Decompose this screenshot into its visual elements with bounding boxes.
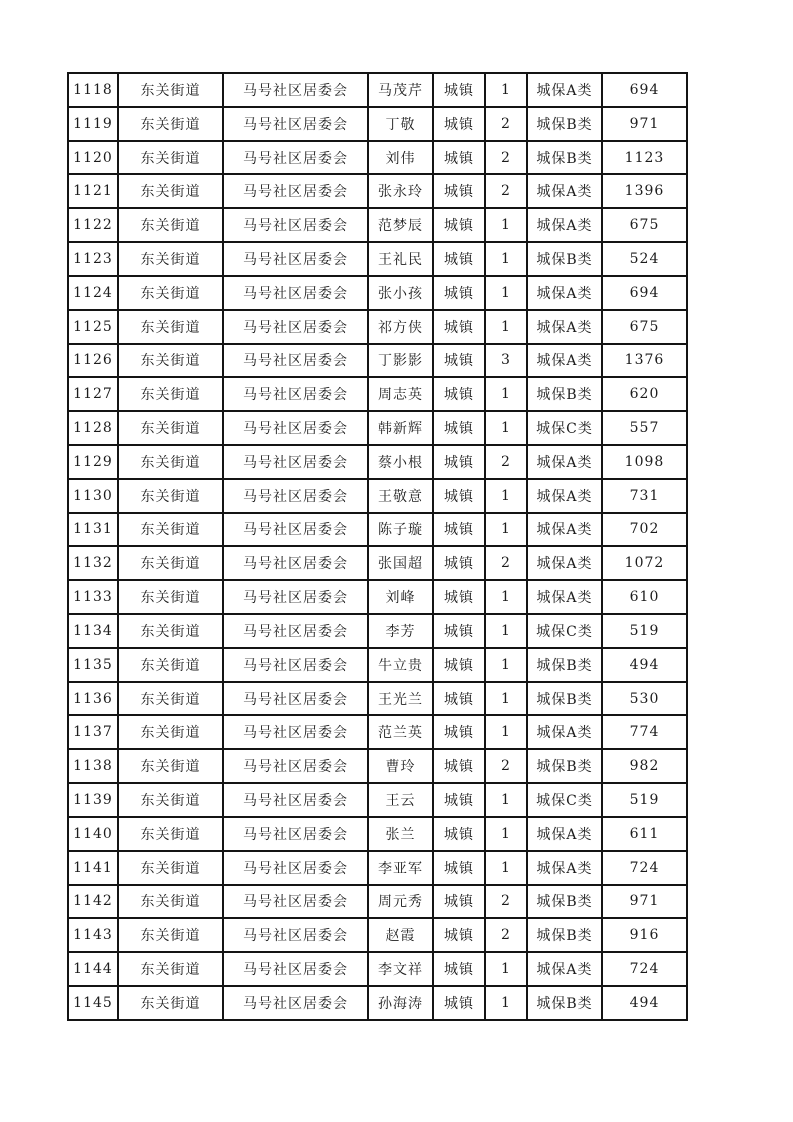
cell-street: 东关街道	[118, 580, 223, 614]
cell-community: 马号社区居委会	[223, 242, 368, 276]
cell-serial: 1135	[68, 648, 118, 682]
cell-count: 1	[485, 479, 527, 513]
cell-category: 城保B类	[527, 107, 602, 141]
cell-serial: 1134	[68, 614, 118, 648]
cell-count: 2	[485, 141, 527, 175]
cell-category: 城保C类	[527, 411, 602, 445]
cell-count: 2	[485, 445, 527, 479]
cell-amount: 694	[602, 276, 687, 310]
cell-category: 城保B类	[527, 141, 602, 175]
cell-residence: 城镇	[433, 715, 485, 749]
cell-street: 东关街道	[118, 276, 223, 310]
cell-community: 马号社区居委会	[223, 952, 368, 986]
table-row	[68, 174, 687, 208]
cell-name: 刘伟	[368, 141, 433, 175]
cell-name: 李文祥	[368, 952, 433, 986]
cell-amount: 724	[602, 952, 687, 986]
cell-amount: 519	[602, 614, 687, 648]
cell-count: 1	[485, 851, 527, 885]
table-row	[68, 546, 687, 580]
cell-amount: 982	[602, 749, 687, 783]
cell-serial: 1141	[68, 851, 118, 885]
cell-count: 2	[485, 174, 527, 208]
table-row	[68, 817, 687, 851]
table-row	[68, 648, 687, 682]
cell-count: 1	[485, 377, 527, 411]
cell-serial: 1137	[68, 715, 118, 749]
cell-name: 李亚军	[368, 851, 433, 885]
cell-street: 东关街道	[118, 107, 223, 141]
cell-serial: 1133	[68, 580, 118, 614]
cell-residence: 城镇	[433, 952, 485, 986]
cell-street: 东关街道	[118, 479, 223, 513]
cell-serial: 1124	[68, 276, 118, 310]
cell-count: 1	[485, 817, 527, 851]
cell-street: 东关街道	[118, 174, 223, 208]
cell-category: 城保A类	[527, 479, 602, 513]
cell-name: 韩新辉	[368, 411, 433, 445]
cell-serial: 1130	[68, 479, 118, 513]
cell-count: 3	[485, 344, 527, 378]
cell-count: 1	[485, 682, 527, 716]
cell-category: 城保A类	[527, 73, 602, 107]
cell-count: 2	[485, 107, 527, 141]
cell-residence: 城镇	[433, 580, 485, 614]
cell-street: 东关街道	[118, 242, 223, 276]
cell-serial: 1118	[68, 73, 118, 107]
cell-street: 东关街道	[118, 817, 223, 851]
table-row	[68, 715, 687, 749]
cell-name: 刘峰	[368, 580, 433, 614]
cell-community: 马号社区居委会	[223, 749, 368, 783]
cell-community: 马号社区居委会	[223, 208, 368, 242]
table-row	[68, 411, 687, 445]
cell-residence: 城镇	[433, 107, 485, 141]
table-row	[68, 107, 687, 141]
cell-count: 2	[485, 885, 527, 919]
cell-residence: 城镇	[433, 885, 485, 919]
cell-amount: 1376	[602, 344, 687, 378]
cell-category: 城保A类	[527, 952, 602, 986]
cell-category: 城保C类	[527, 614, 602, 648]
cell-residence: 城镇	[433, 411, 485, 445]
cell-residence: 城镇	[433, 377, 485, 411]
table-row	[68, 513, 687, 547]
cell-community: 马号社区居委会	[223, 885, 368, 919]
cell-community: 马号社区居委会	[223, 715, 368, 749]
cell-community: 马号社区居委会	[223, 174, 368, 208]
cell-amount: 611	[602, 817, 687, 851]
cell-count: 1	[485, 513, 527, 547]
cell-serial: 1145	[68, 986, 118, 1020]
cell-community: 马号社区居委会	[223, 107, 368, 141]
cell-street: 东关街道	[118, 141, 223, 175]
table-row	[68, 344, 687, 378]
cell-street: 东关街道	[118, 648, 223, 682]
table-row	[68, 580, 687, 614]
cell-amount: 731	[602, 479, 687, 513]
cell-count: 1	[485, 580, 527, 614]
cell-name: 张永玲	[368, 174, 433, 208]
table-row	[68, 952, 687, 986]
table-row	[68, 614, 687, 648]
table-row	[68, 918, 687, 952]
cell-community: 马号社区居委会	[223, 276, 368, 310]
cell-category: 城保A类	[527, 310, 602, 344]
cell-residence: 城镇	[433, 479, 485, 513]
cell-category: 城保B类	[527, 918, 602, 952]
cell-name: 曹玲	[368, 749, 433, 783]
cell-serial: 1132	[68, 546, 118, 580]
cell-serial: 1120	[68, 141, 118, 175]
cell-community: 马号社区居委会	[223, 73, 368, 107]
cell-name: 范梦辰	[368, 208, 433, 242]
cell-street: 东关街道	[118, 377, 223, 411]
cell-count: 1	[485, 952, 527, 986]
cell-residence: 城镇	[433, 73, 485, 107]
cell-residence: 城镇	[433, 208, 485, 242]
cell-community: 马号社区居委会	[223, 918, 368, 952]
cell-name: 王礼民	[368, 242, 433, 276]
cell-count: 1	[485, 783, 527, 817]
table-row	[68, 73, 687, 107]
cell-amount: 774	[602, 715, 687, 749]
cell-serial: 1142	[68, 885, 118, 919]
cell-category: 城保B类	[527, 749, 602, 783]
cell-amount: 557	[602, 411, 687, 445]
cell-street: 东关街道	[118, 73, 223, 107]
cell-amount: 971	[602, 107, 687, 141]
cell-amount: 519	[602, 783, 687, 817]
cell-name: 祁方侠	[368, 310, 433, 344]
cell-category: 城保B类	[527, 242, 602, 276]
cell-amount: 610	[602, 580, 687, 614]
cell-community: 马号社区居委会	[223, 783, 368, 817]
cell-residence: 城镇	[433, 445, 485, 479]
cell-count: 2	[485, 546, 527, 580]
cell-name: 张小孩	[368, 276, 433, 310]
cell-residence: 城镇	[433, 614, 485, 648]
cell-street: 东关街道	[118, 682, 223, 716]
cell-residence: 城镇	[433, 817, 485, 851]
cell-amount: 1396	[602, 174, 687, 208]
table-row	[68, 377, 687, 411]
cell-category: 城保B类	[527, 648, 602, 682]
cell-serial: 1139	[68, 783, 118, 817]
cell-street: 东关街道	[118, 411, 223, 445]
table-row	[68, 242, 687, 276]
cell-residence: 城镇	[433, 783, 485, 817]
cell-category: 城保A类	[527, 580, 602, 614]
cell-count: 1	[485, 276, 527, 310]
cell-street: 东关街道	[118, 885, 223, 919]
cell-community: 马号社区居委会	[223, 682, 368, 716]
cell-serial: 1126	[68, 344, 118, 378]
cell-amount: 916	[602, 918, 687, 952]
cell-category: 城保A类	[527, 851, 602, 885]
cell-serial: 1138	[68, 749, 118, 783]
cell-amount: 971	[602, 885, 687, 919]
cell-street: 东关街道	[118, 749, 223, 783]
cell-amount: 675	[602, 310, 687, 344]
cell-community: 马号社区居委会	[223, 445, 368, 479]
cell-residence: 城镇	[433, 986, 485, 1020]
cell-category: 城保B类	[527, 377, 602, 411]
table-row	[68, 479, 687, 513]
cell-street: 东关街道	[118, 986, 223, 1020]
cell-street: 东关街道	[118, 344, 223, 378]
cell-serial: 1140	[68, 817, 118, 851]
cell-amount: 620	[602, 377, 687, 411]
cell-street: 东关街道	[118, 851, 223, 885]
cell-community: 马号社区居委会	[223, 580, 368, 614]
cell-residence: 城镇	[433, 749, 485, 783]
cell-residence: 城镇	[433, 648, 485, 682]
cell-street: 东关街道	[118, 208, 223, 242]
cell-street: 东关街道	[118, 952, 223, 986]
cell-name: 丁敬	[368, 107, 433, 141]
table-row	[68, 749, 687, 783]
cell-serial: 1143	[68, 918, 118, 952]
cell-category: 城保A类	[527, 445, 602, 479]
table-row	[68, 783, 687, 817]
table-row	[68, 310, 687, 344]
cell-name: 范兰英	[368, 715, 433, 749]
cell-name: 丁影影	[368, 344, 433, 378]
cell-residence: 城镇	[433, 242, 485, 276]
cell-residence: 城镇	[433, 174, 485, 208]
cell-serial: 1122	[68, 208, 118, 242]
cell-count: 1	[485, 715, 527, 749]
cell-amount: 494	[602, 648, 687, 682]
cell-name: 张国超	[368, 546, 433, 580]
cell-category: 城保A类	[527, 174, 602, 208]
cell-amount: 1123	[602, 141, 687, 175]
cell-street: 东关街道	[118, 918, 223, 952]
cell-community: 马号社区居委会	[223, 310, 368, 344]
cell-residence: 城镇	[433, 344, 485, 378]
cell-serial: 1144	[68, 952, 118, 986]
cell-count: 2	[485, 749, 527, 783]
table-row	[68, 885, 687, 919]
cell-serial: 1119	[68, 107, 118, 141]
cell-name: 牛立贵	[368, 648, 433, 682]
cell-count: 1	[485, 986, 527, 1020]
cell-community: 马号社区居委会	[223, 614, 368, 648]
cell-amount: 1098	[602, 445, 687, 479]
table-row	[68, 208, 687, 242]
cell-serial: 1131	[68, 513, 118, 547]
cell-amount: 530	[602, 682, 687, 716]
cell-street: 东关街道	[118, 310, 223, 344]
cell-category: 城保C类	[527, 783, 602, 817]
cell-count: 1	[485, 310, 527, 344]
cell-amount: 724	[602, 851, 687, 885]
cell-serial: 1128	[68, 411, 118, 445]
cell-count: 1	[485, 73, 527, 107]
cell-community: 马号社区居委会	[223, 479, 368, 513]
cell-street: 东关街道	[118, 513, 223, 547]
cell-category: 城保B类	[527, 682, 602, 716]
cell-count: 1	[485, 614, 527, 648]
cell-community: 马号社区居委会	[223, 141, 368, 175]
cell-category: 城保A类	[527, 344, 602, 378]
cell-category: 城保A类	[527, 817, 602, 851]
cell-category: 城保A类	[527, 546, 602, 580]
cell-count: 1	[485, 411, 527, 445]
cell-residence: 城镇	[433, 918, 485, 952]
cell-community: 马号社区居委会	[223, 817, 368, 851]
cell-name: 蔡小根	[368, 445, 433, 479]
cell-community: 马号社区居委会	[223, 513, 368, 547]
cell-category: 城保A类	[527, 276, 602, 310]
table-body	[68, 73, 687, 1020]
cell-street: 东关街道	[118, 614, 223, 648]
cell-name: 陈子璇	[368, 513, 433, 547]
benefits-table	[67, 72, 688, 1021]
cell-community: 马号社区居委会	[223, 851, 368, 885]
cell-community: 马号社区居委会	[223, 411, 368, 445]
cell-amount: 494	[602, 986, 687, 1020]
cell-residence: 城镇	[433, 310, 485, 344]
table-row	[68, 986, 687, 1020]
cell-name: 周元秀	[368, 885, 433, 919]
cell-street: 东关街道	[118, 783, 223, 817]
cell-street: 东关街道	[118, 546, 223, 580]
cell-residence: 城镇	[433, 276, 485, 310]
cell-serial: 1121	[68, 174, 118, 208]
cell-residence: 城镇	[433, 851, 485, 885]
cell-serial: 1127	[68, 377, 118, 411]
table-row	[68, 851, 687, 885]
cell-count: 1	[485, 648, 527, 682]
cell-residence: 城镇	[433, 141, 485, 175]
cell-count: 2	[485, 918, 527, 952]
cell-count: 1	[485, 242, 527, 276]
cell-category: 城保A类	[527, 208, 602, 242]
cell-residence: 城镇	[433, 513, 485, 547]
cell-name: 赵霞	[368, 918, 433, 952]
cell-street: 东关街道	[118, 445, 223, 479]
cell-name: 王敬意	[368, 479, 433, 513]
cell-name: 张兰	[368, 817, 433, 851]
cell-residence: 城镇	[433, 682, 485, 716]
cell-category: 城保A类	[527, 513, 602, 547]
cell-serial: 1129	[68, 445, 118, 479]
table-row	[68, 445, 687, 479]
cell-community: 马号社区居委会	[223, 648, 368, 682]
cell-street: 东关街道	[118, 715, 223, 749]
cell-community: 马号社区居委会	[223, 377, 368, 411]
cell-community: 马号社区居委会	[223, 344, 368, 378]
cell-category: 城保B类	[527, 986, 602, 1020]
cell-category: 城保A类	[527, 715, 602, 749]
cell-serial: 1136	[68, 682, 118, 716]
cell-name: 孙海涛	[368, 986, 433, 1020]
cell-community: 马号社区居委会	[223, 546, 368, 580]
cell-serial: 1123	[68, 242, 118, 276]
cell-amount: 675	[602, 208, 687, 242]
table-row	[68, 141, 687, 175]
cell-name: 王云	[368, 783, 433, 817]
table-row	[68, 682, 687, 716]
cell-category: 城保B类	[527, 885, 602, 919]
cell-name: 王光兰	[368, 682, 433, 716]
cell-amount: 1072	[602, 546, 687, 580]
table-row	[68, 276, 687, 310]
cell-name: 李芳	[368, 614, 433, 648]
cell-name: 周志英	[368, 377, 433, 411]
cell-community: 马号社区居委会	[223, 986, 368, 1020]
cell-amount: 702	[602, 513, 687, 547]
cell-name: 马茂芹	[368, 73, 433, 107]
cell-serial: 1125	[68, 310, 118, 344]
cell-residence: 城镇	[433, 546, 485, 580]
cell-amount: 694	[602, 73, 687, 107]
cell-amount: 524	[602, 242, 687, 276]
cell-count: 1	[485, 208, 527, 242]
